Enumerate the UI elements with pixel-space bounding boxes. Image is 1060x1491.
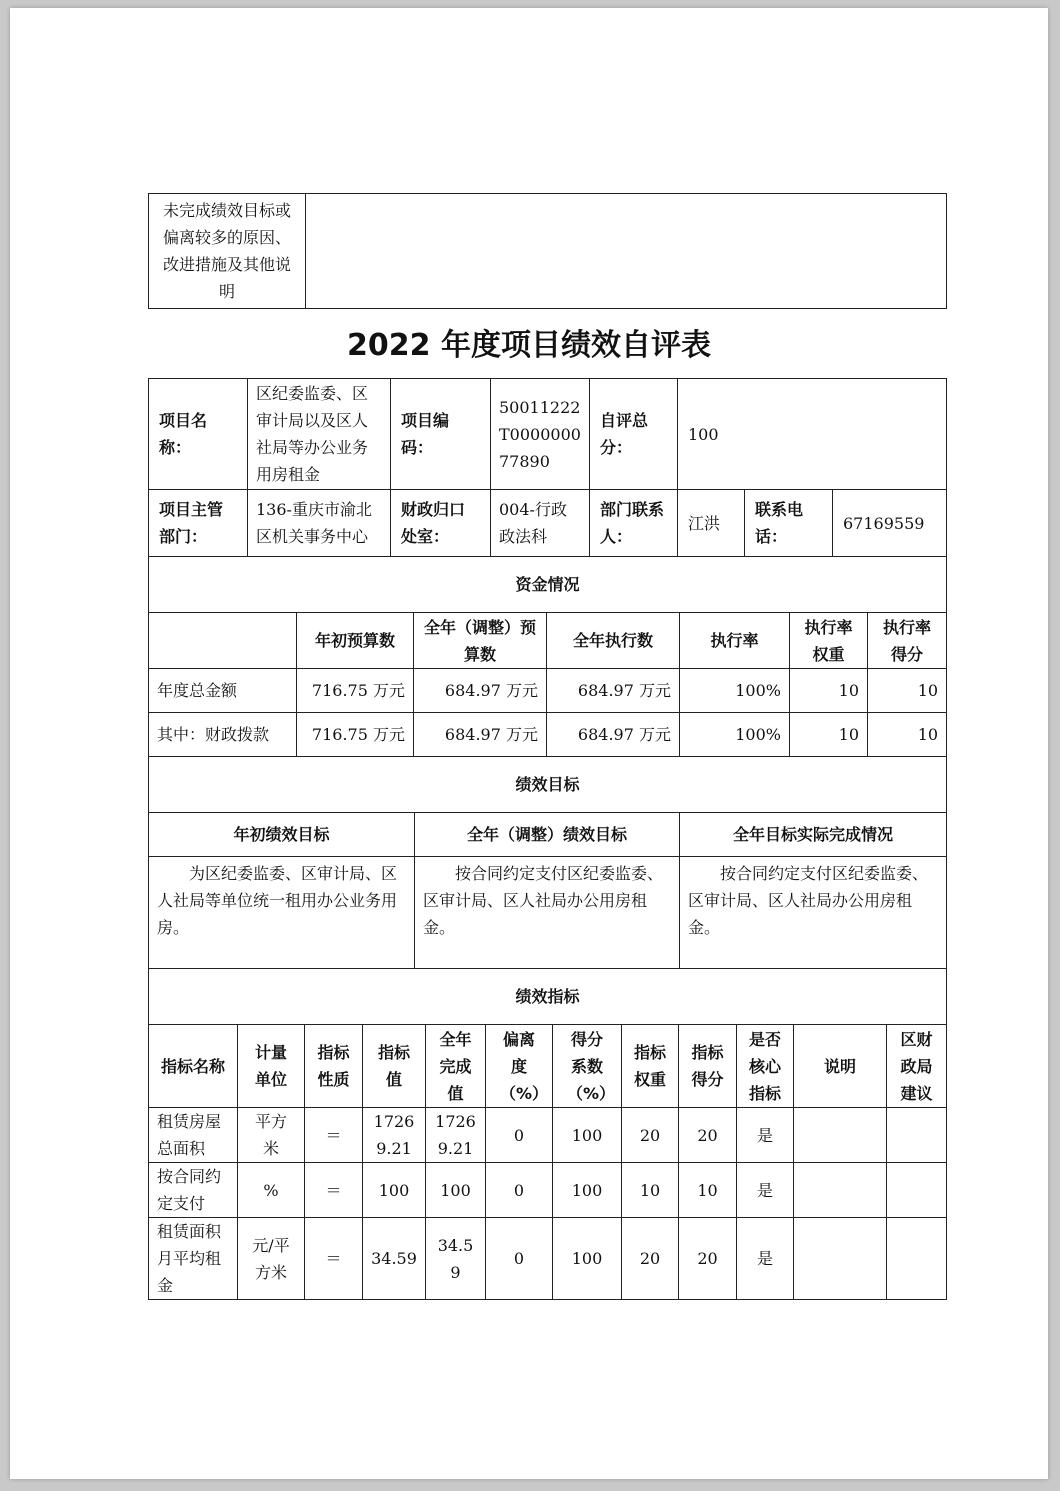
indicator-cell: 平方米 [238,1108,305,1163]
table-row [149,1218,947,1300]
indicator-cell: 100 [363,1163,426,1218]
self-score-value: 100 [678,379,947,490]
dept-label: 项目主管部门： [149,490,248,557]
indicator-cell: 17269.21 [426,1108,486,1163]
project-code-value: 50011222T000000077890 [491,379,590,490]
indicator-cell: 20 [622,1218,679,1300]
table-row [149,713,947,757]
funds-header: 全年（调整）预算数 [414,613,547,669]
page-title: 2022 年度项目绩效自评表 [347,328,711,363]
indicator-cell: 100 [426,1163,486,1218]
indicator-cell: 0 [486,1163,553,1218]
indicator-cell: 是 [737,1218,794,1300]
indicator-cell: % [238,1163,305,1218]
indicators-header: 得分系数（%） [553,1025,622,1108]
dept-value: 136-重庆市渝北区机关事务中心 [248,490,391,557]
goals-header: 全年（调整）绩效目标 [415,813,680,857]
funds-cell: 年度总金额 [149,669,297,713]
remarks-table [148,193,947,309]
table-row [149,1108,947,1163]
indicators-header: 指标权重 [622,1025,679,1108]
document-page [10,8,1048,1479]
indicator-cell: ＝ [305,1218,363,1300]
indicator-cell: 100 [553,1163,622,1218]
funds-cell: 684.97 万元 [414,669,547,713]
indicator-cell: 元/平方米 [238,1218,305,1300]
indicators-header: 全年完成值 [426,1025,486,1108]
indicator-cell: 是 [737,1108,794,1163]
funds-cell: 其中：财政拨款 [149,713,297,757]
remarks-value [306,194,947,309]
funds-cell: 10 [790,713,868,757]
project-info-table [148,378,947,557]
indicators-header: 区财政局建议 [887,1025,947,1108]
indicator-cell: 20 [679,1218,737,1300]
indicator-cell: ＝ [305,1108,363,1163]
funds-cell: 716.75 万元 [297,669,414,713]
funds-header: 执行率 [680,613,790,669]
indicators-section-title: 绩效指标 [149,969,947,1025]
indicators-header: 指标值 [363,1025,426,1108]
indicator-cell: 34.59 [426,1218,486,1300]
indicator-cell: 100 [553,1108,622,1163]
funds-section-title: 资金情况 [149,557,947,613]
funds-header [149,613,297,669]
office-value: 004-行政政法科 [491,490,590,557]
table-row [149,669,947,713]
project-code-label: 项目编码： [391,379,491,490]
indicator-cell: ＝ [305,1163,363,1218]
funds-header: 全年执行数 [547,613,680,669]
indicator-cell [794,1163,887,1218]
indicator-cell: 10 [622,1163,679,1218]
indicators-header: 指标性质 [305,1025,363,1108]
phone-value: 67169559 [833,490,947,557]
funds-cell: 10 [868,669,947,713]
funds-cell: 684.97 万元 [547,669,680,713]
remarks-label: 未完成绩效目标或偏离较多的原因、改进措施及其他说明 [149,194,306,309]
indicators-header: 指标名称 [149,1025,238,1108]
goal-initial: 为区纪委监委、区审计局、区人社局等单位统一租用办公业务用房。 [149,857,415,969]
indicator-cell: 34.59 [363,1218,426,1300]
funds-cell: 10 [790,669,868,713]
indicator-cell: 0 [486,1108,553,1163]
indicator-cell [887,1163,947,1218]
contact-value: 江洪 [678,490,745,557]
funds-header: 执行率权重 [790,613,868,669]
indicator-cell: 100 [553,1218,622,1300]
funds-cell: 100% [680,669,790,713]
office-label: 财政归口处室： [391,490,491,557]
project-name-label: 项目名称： [149,379,248,490]
goals-header: 全年目标实际完成情况 [680,813,947,857]
indicator-cell: 0 [486,1218,553,1300]
phone-label: 联系电话： [745,490,833,557]
indicator-cell [794,1218,887,1300]
indicators-header: 计量单位 [238,1025,305,1108]
indicators-table [148,968,947,1300]
table-row [149,1163,947,1218]
indicator-cell: 20 [622,1108,679,1163]
goal-adjusted: 按合同约定支付区纪委监委、区审计局、区人社局办公用房租金。 [415,857,680,969]
indicator-cell [794,1108,887,1163]
indicator-cell: 租赁房屋总面积 [149,1108,238,1163]
goals-table [148,756,947,969]
self-score-label: 自评总分： [590,379,678,490]
funds-cell: 10 [868,713,947,757]
indicator-cell: 租赁面积月平均租金 [149,1218,238,1300]
indicators-header: 偏离度（%） [486,1025,553,1108]
funds-cell: 100% [680,713,790,757]
indicators-header: 说明 [794,1025,887,1108]
funds-cell: 684.97 万元 [414,713,547,757]
indicator-cell [887,1218,947,1300]
project-name-value: 区纪委监委、区审计局以及区人社局等办公业务用房租金 [248,379,391,490]
funds-header: 执行率得分 [868,613,947,669]
funds-table [148,556,947,757]
indicators-header: 是否核心指标 [737,1025,794,1108]
indicator-cell: 20 [679,1108,737,1163]
indicator-cell: 10 [679,1163,737,1218]
goals-header: 年初绩效目标 [149,813,415,857]
indicator-cell: 按合同约定支付 [149,1163,238,1218]
goals-section-title: 绩效目标 [149,757,947,813]
funds-cell: 684.97 万元 [547,713,680,757]
funds-cell: 716.75 万元 [297,713,414,757]
goal-actual: 按合同约定支付区纪委监委、区审计局、区人社局办公用房租金。 [680,857,947,969]
indicator-cell [887,1108,947,1163]
contact-label: 部门联系人： [590,490,678,557]
indicator-cell: 17269.21 [363,1108,426,1163]
indicators-header: 指标得分 [679,1025,737,1108]
funds-header: 年初预算数 [297,613,414,669]
indicator-cell: 是 [737,1163,794,1218]
